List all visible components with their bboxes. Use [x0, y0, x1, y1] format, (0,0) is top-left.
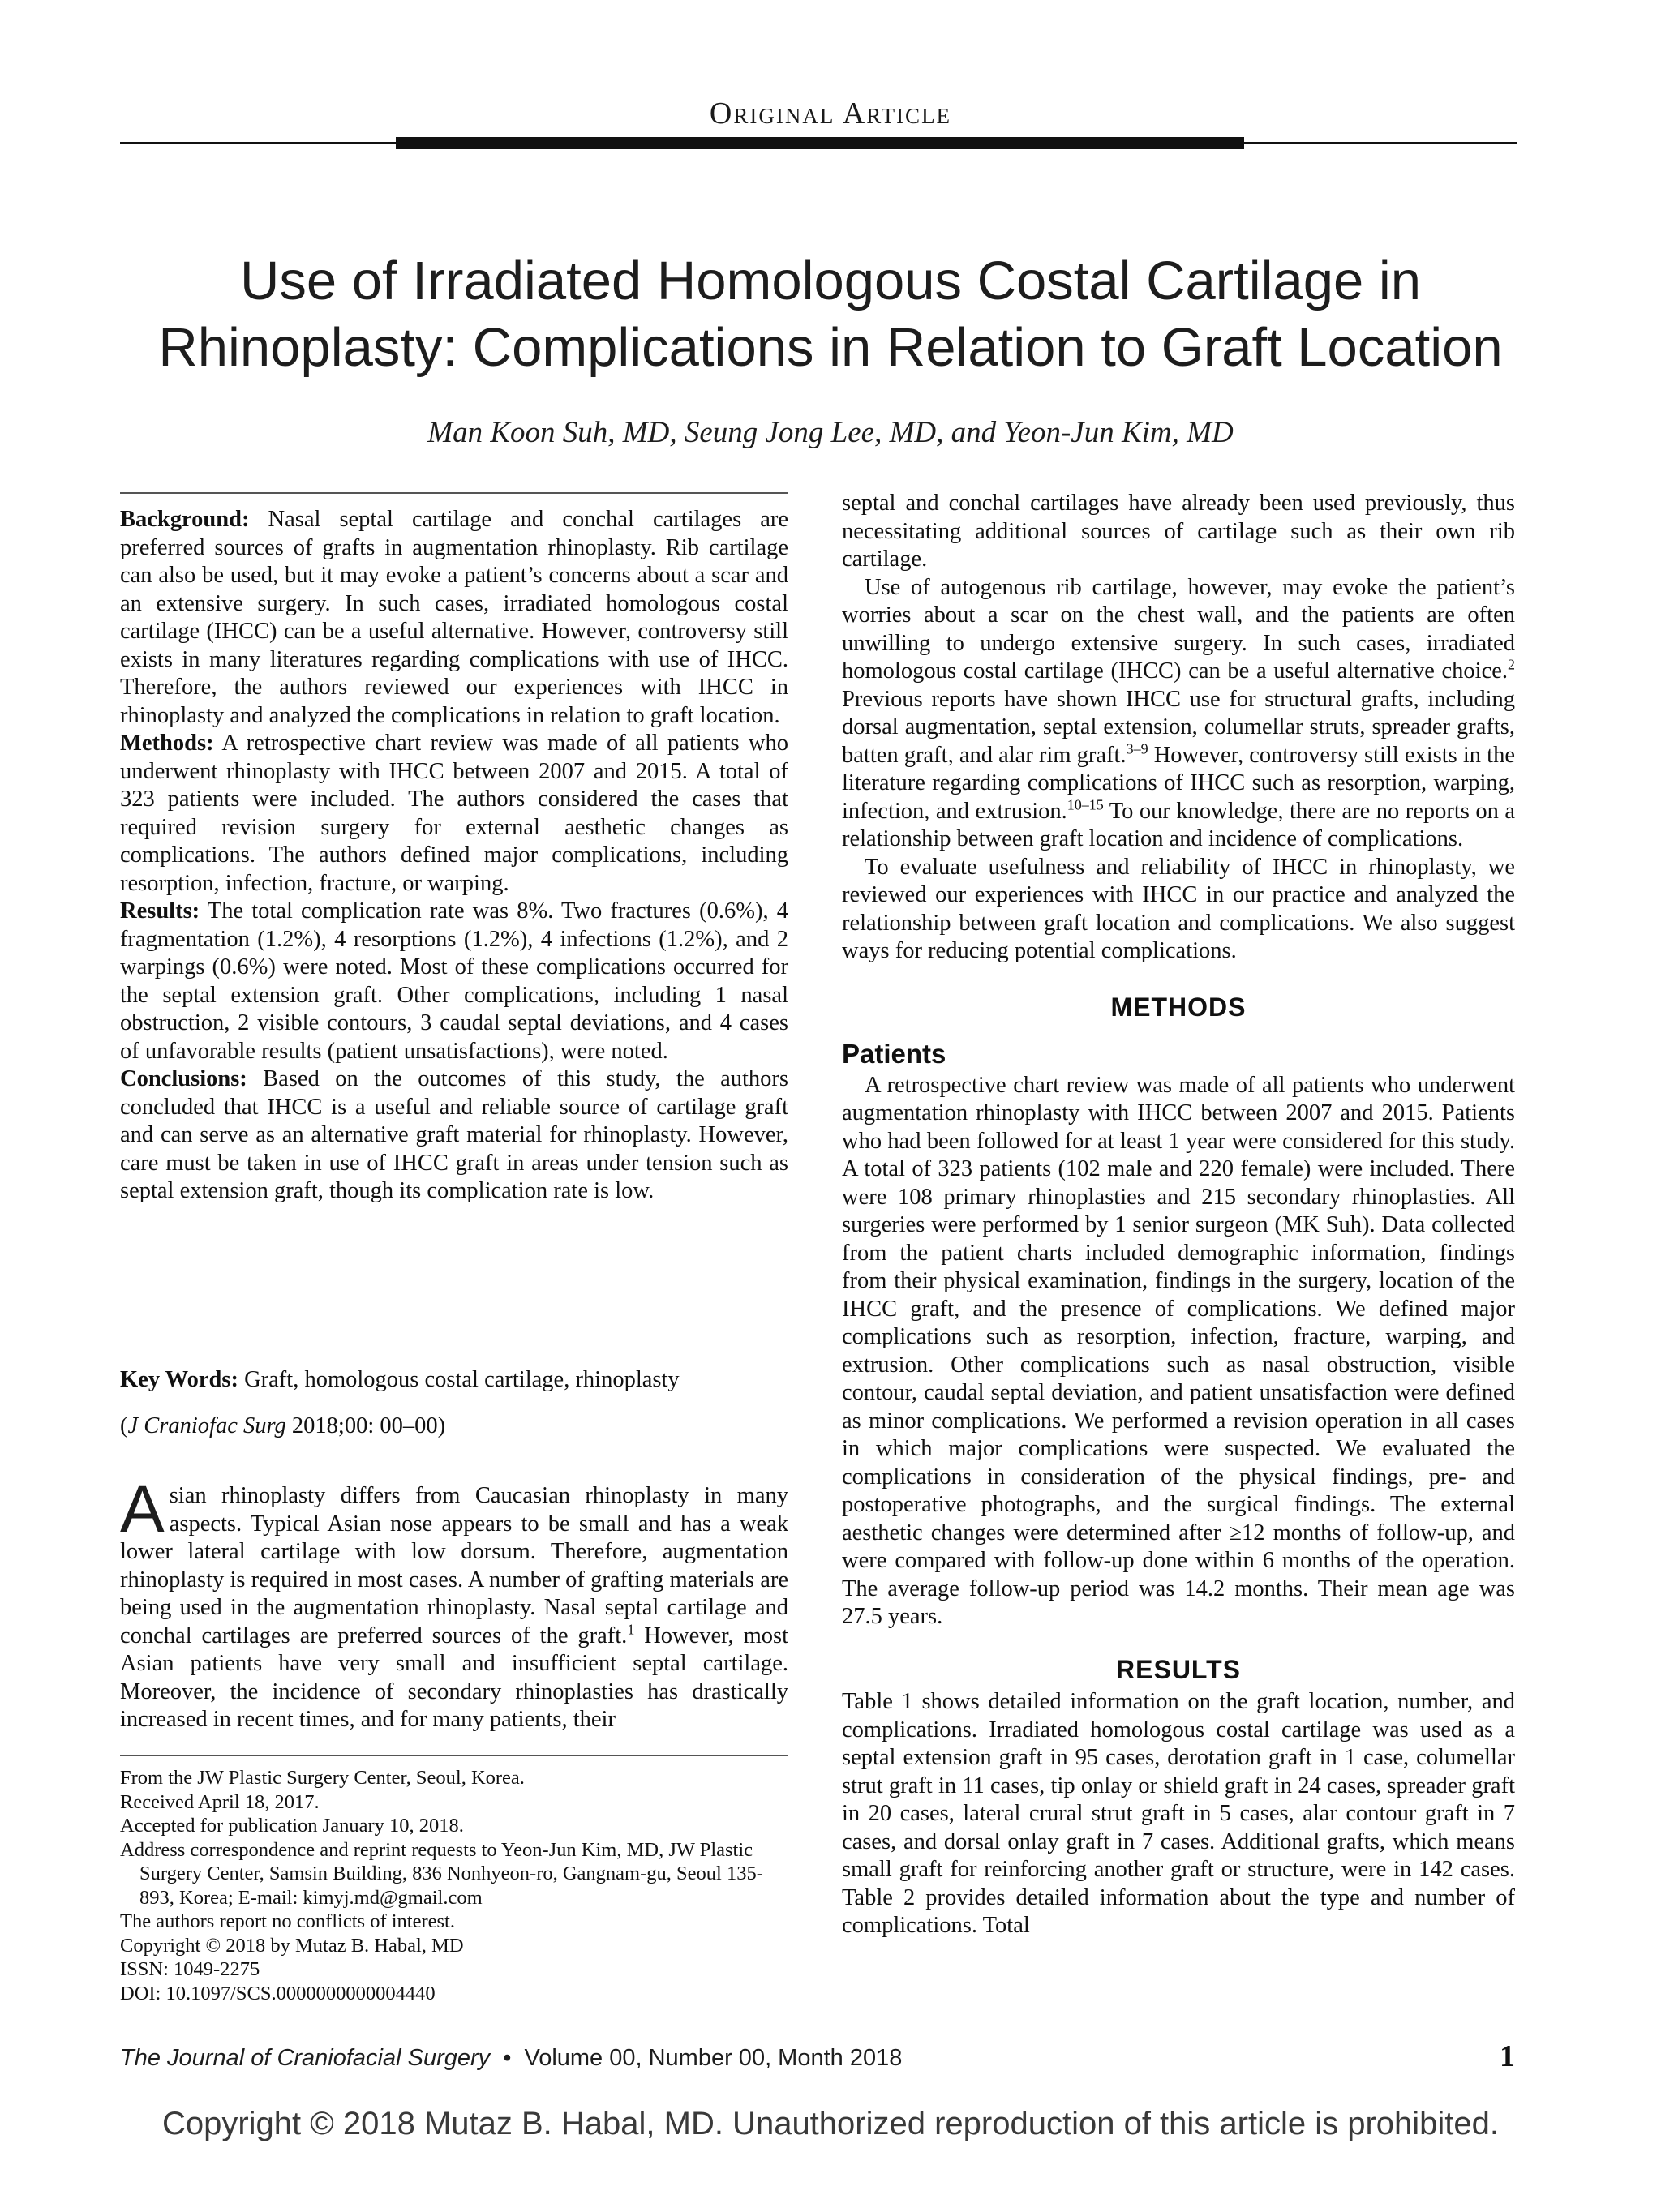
p2-text-b: Previous reports have shown IHCC use for structural grafts, including dorsal augmentation, septal extension, columellar struts, spreader grafts, batten graft, and alar rim graft. — [842, 686, 1515, 768]
body-paragraph: To evaluate usefulness and reliability of IHCC in rhinoplasty, we reviewed our experiences with IHCC in our practice and analyzed the relationship between graft location and complications. We also suggest ways for reducing potential complications. — [842, 854, 1515, 963]
abstract-rule — [120, 492, 788, 494]
footer-issue: Volume 00, Number 00, Month 2018 — [524, 2045, 903, 2071]
results-heading: RESULTS — [1116, 1654, 1241, 1684]
background-text: Nasal septal cartilage and conchal cartilages are preferred sources of grafts in augmentation rhinoplasty. Rib cartilage can also be used, but it may evoke a patient’s concerns about a scar and an extensive surgery. In such cases, irradiated homologous costal cartilage (IHCC) can be a useful alternative. However, controversy still exists in many literatures regarding complications with use of IHCC. Therefore, the authors reviewed our experiences with IHCC in rhinoplasty and analyzed the complications in relation to graft location. — [120, 507, 789, 728]
results-label: Results: — [120, 898, 200, 924]
footer-bullet: • — [503, 2045, 512, 2071]
key-words-text: Graft, homologous costal cartilage, rhinoplasty — [244, 1367, 680, 1392]
background-label: Background: — [120, 507, 250, 532]
intro-text-1: sian rhinoplasty differs from Caucasian rhinoplasty in many aspects. Typical Asian nose appears to be small and has a weak lower lateral cartilage with low dorsum. Therefore, augmentation rhinoplasty is required in most cases. A number of grafting materials are being used in the augmentation rhinoplasty. Nasal septal cartilage and conchal cartilages are preferred sources of the graft. — [120, 1483, 788, 1648]
title-line-1: Use of Irradiated Homologous Costal Cartilage in — [239, 251, 1422, 311]
footnote-affiliation: From the JW Plastic Surgery Center, Seoul, Korea. — [120, 1767, 525, 1789]
conclusions-text: Based on the outcomes of this study, the authors concluded that IHCC is a useful and reliable source of cartilage graft and can serve as an alternative graft material for rhinoplasty. However, care must be taken in use of IHCC graft in areas under tension such as septal extension graft, though its complication rate is low. — [120, 1066, 788, 1203]
citation-ref: 10–15 — [1067, 796, 1104, 812]
body-paragraph-continued: septal and conchal cartilages have already been used previously, thus necessitating additional sources of cartilage such as their own rib cartilage. — [842, 491, 1515, 572]
abstract-results — [120, 898, 788, 1065]
p4-text-a: A retrospective chart review was made of all patients who underwent augmentation rhinoplasty with IHCC between 2007 and 2015. Patients who had been followed for at least 1 year were considered for this study. A total of 323 patients (102 male and 220 female) were included. There were 108 primary rhinoplasties and 215 secondary rhinoplasties. All surgeries were performed by 1 senior surgeon (MK Suh). Data collected from the patient charts included demographic information, findings from their physical examination, findings in the surgery, location of the IHCC graft, and the presence of complications. We defined major complications such as resorption, infection, fracture, warping, and extrusion. Other complications such as nasal obstruction, visible contour, caudal septal deviation, and patient unsatisfaction were defined as minor complications. We performed a revision operation in all cases in which major complications were suspected. We evaluated the complications in consideration of the physical findings, pre- and postoperative photographs, and the surgical findings. The external aesthetic changes were determined after — [842, 1072, 1515, 1545]
article-title — [81, 248, 1580, 381]
copyright-banner: Copyright © 2018 Mutaz B. Habal, MD. Unauthorized reproduction of this article is prohibited. — [161, 2106, 1500, 2141]
conclusions-label: Conclusions: — [120, 1066, 247, 1091]
citation-journal: J Craniofac Surg — [127, 1413, 286, 1438]
abstract — [120, 506, 788, 1206]
footnote-doi: DOI: 10.1097/SCS.0000000000004440 — [120, 1982, 436, 2004]
citation-ref: 1 — [627, 1621, 635, 1637]
results-text: The total complication rate was 8%. Two fractures (0.6%), 4 fragmentation (1.2%), 4 resorptions (1.2%), 4 infections (1.2%), and 2 warpings (0.6%) were noted. Most of these complications occurred for the septal extension graft. Other complications, including 1 nasal obstruction, 2 visible contours, 3 caudal septal deviations, and 4 cases of unfavorable results (patient unsatisfactions), were noted. — [120, 898, 788, 1064]
p2-text-d: To our knowledge, there are no reports on a relationship between graft location and incidence of complications. — [842, 798, 1516, 851]
intro-text-2: However, most Asian patients have very small and insufficient septal cartilage. Moreover, the incidence of secondary rhinoplasties has drastically increased in recent times, and for many patients, their — [120, 1623, 788, 1732]
intro-paragraph — [120, 1473, 788, 1734]
key-words — [120, 1366, 788, 1395]
key-words-label: Key Words: — [120, 1367, 238, 1392]
footnotes — [120, 1766, 788, 2005]
citation-ref: 3–9 — [1126, 740, 1148, 757]
right-column — [842, 490, 1515, 1940]
running-footer — [120, 2045, 902, 2072]
abstract-conclusions — [120, 1065, 788, 1206]
footnote-issn: ISSN: 1049-2275 — [120, 1958, 260, 1980]
abstract-background — [120, 506, 788, 730]
results-paragraph: Table 1 shows detailed information on the graft location, number, and complications. Irradiated homologous costal cartilage was used as a septal extension graft in 95 cases, derotation graft in 1 case, columellar strut graft in 11 cases, tip onlay or shield graft in 24 cases, spreader graft in 20 cases, lateral crural strut graft in 5 cases, alar contour graft in 7 cases, and dorsal onlay graft in 7 cases. Additional grafts, which means small graft for reinforcing another graft or structure, were in 142 cases. Table 2 provides detailed information about the type and number of complications. Total — [842, 1689, 1515, 1938]
patients-paragraph — [842, 1072, 1515, 1631]
methods-text: A retrospective chart review was made of all patients who underwent rhinoplasty with IHCC between 2007 and 2015. A total of 323 patients were included. The authors considered the cases that required revision surgery for external aesthetic changes as complications. The authors defined major complications, including resorption, infection, fracture, or warping. — [120, 731, 788, 896]
methods-heading: METHODS — [1110, 992, 1247, 1022]
patients-heading: Patients — [842, 1039, 946, 1069]
citation-rest: 2018;00: 00–00) — [285, 1413, 446, 1438]
drop-cap: A — [120, 1473, 165, 1546]
citation-open: ( — [120, 1413, 128, 1438]
footnote-accepted: Accepted for publication January 10, 2018. — [120, 1815, 464, 1837]
section-label: Original Article — [709, 96, 952, 131]
methods-label: Methods: — [120, 731, 214, 756]
footnote-conflicts: The authors report no conflicts of interest. — [120, 1910, 455, 1932]
p4-text-b: 12 months of follow-up, and were compared with follow-up done within 6 months of the operation. The average follow-up period was 14.2 months. Their mean age was 27.5 years. — [842, 1520, 1516, 1629]
footnote-received: Received April 18, 2017. — [120, 1790, 320, 1813]
author-list: Man Koon Suh, MD, Seung Jong Lee, MD, and Yeon-Jun Kim, MD — [427, 416, 1234, 449]
body-paragraph — [842, 574, 1515, 854]
footnote-rule — [120, 1755, 788, 1756]
p2-text-c: However, controversy still exists in the literature regarding complications of IHCC such as resorption, warping, infection, and extrusion. — [842, 742, 1515, 824]
citation-ref: 2 — [1508, 656, 1515, 673]
citation — [120, 1413, 788, 1441]
p2-text-a: Use of autogenous rib cartilage, however, may evoke the patient’s worries about a scar on the chest wall, and the patients are often unwilling to undergo extensive surgery. In such cases, irradiated homologous costal cartilage (IHCC) can be a useful alternative choice. — [842, 574, 1515, 684]
greater-equal-symbol: ≥ — [1229, 1520, 1243, 1545]
footnote-copyright: Copyright © 2018 by Mutaz B. Habal, MD — [120, 1934, 464, 1957]
footnote-correspondence: Address correspondence and reprint requests to Yeon-Jun Kim, MD, JW Plastic Surgery Center, Samsin Building, 836 Nonhyeon-ro, Gangnam-gu, Seoul 135-893, Korea; E-mail: kimyj.md@gmail.com — [120, 1838, 763, 1909]
title-line-2: Rhinoplasty: Complications in Relation to Graft Location — [158, 317, 1503, 378]
header-rule-bold — [396, 137, 1244, 149]
page-number: 1 — [1500, 2039, 1515, 2073]
footer-journal-name: The Journal of Craniofacial Surgery — [120, 2045, 491, 2071]
introduction — [120, 1473, 788, 1734]
abstract-methods — [120, 730, 788, 898]
